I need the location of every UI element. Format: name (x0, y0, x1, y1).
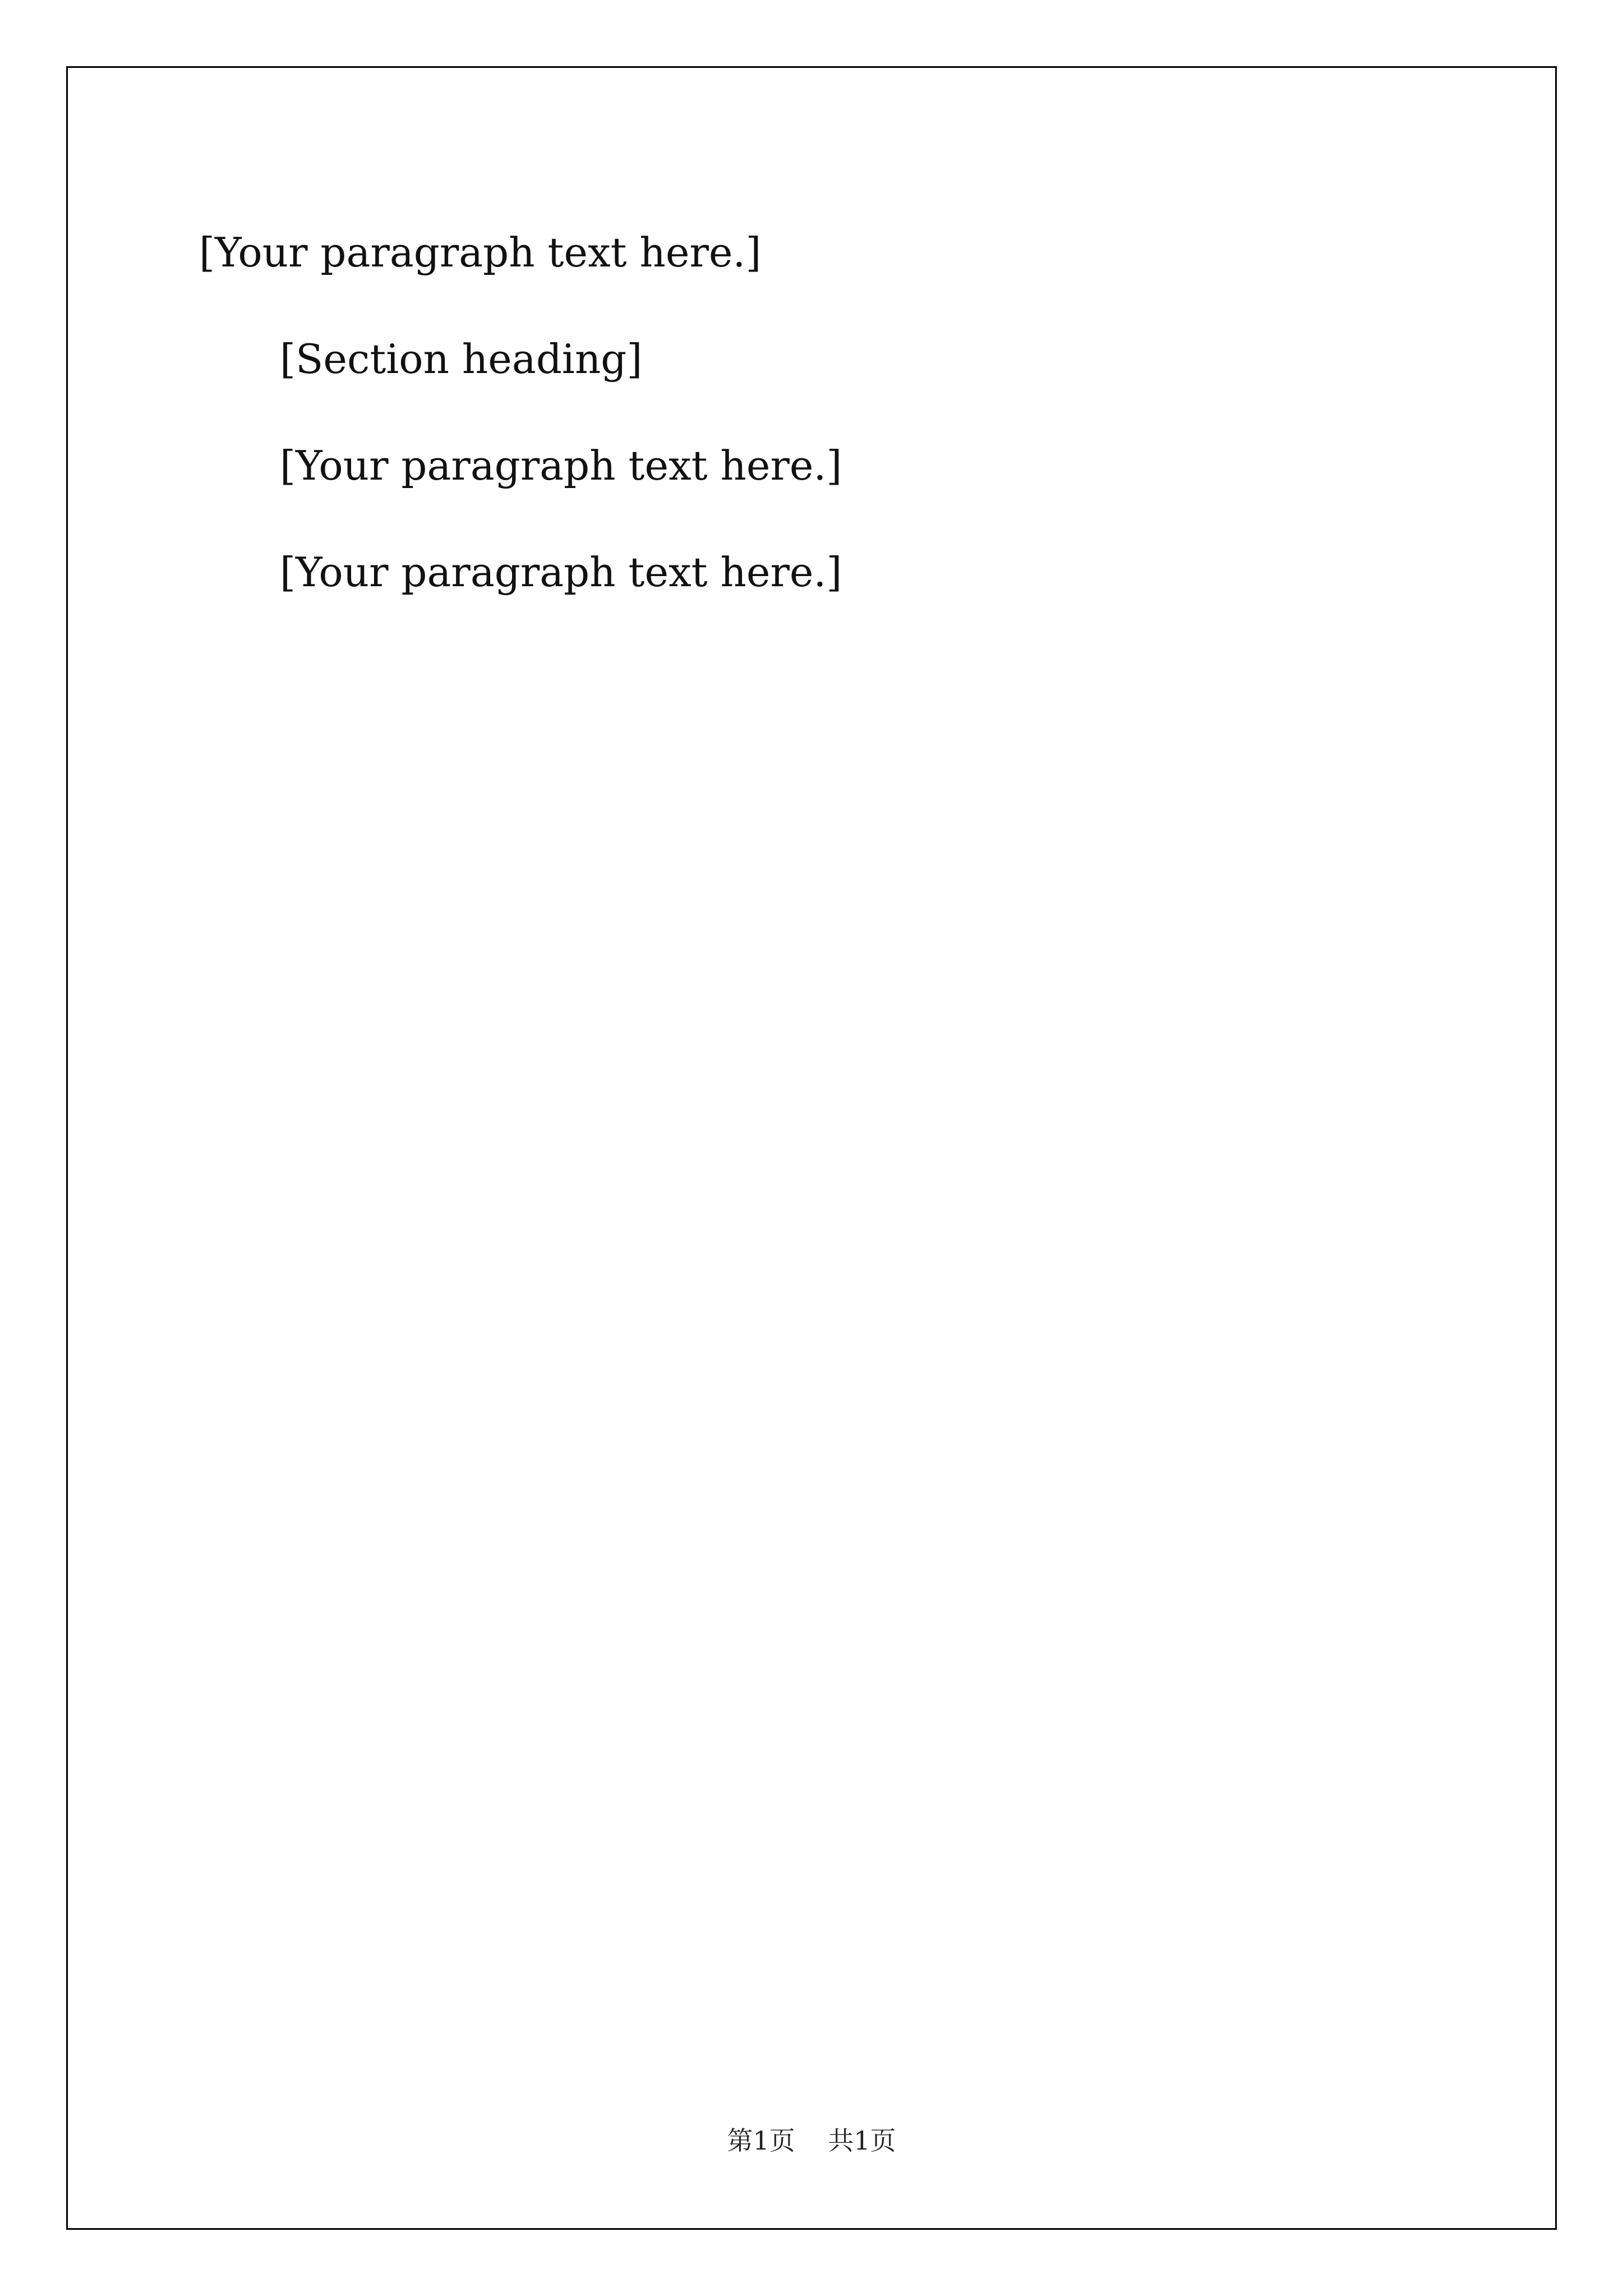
page-footer (0, 2120, 1623, 2157)
paragraph: [Your paragraph text here.] (280, 442, 842, 489)
paragraph: [Your paragraph text here.] (199, 229, 762, 276)
page-total: 共1页 (828, 2125, 896, 2156)
page-number: 第1页 (727, 2125, 795, 2156)
document-body (199, 199, 1422, 625)
paragraph: [Your paragraph text here.] (280, 549, 842, 596)
section-heading: [Section heading] (280, 335, 643, 383)
